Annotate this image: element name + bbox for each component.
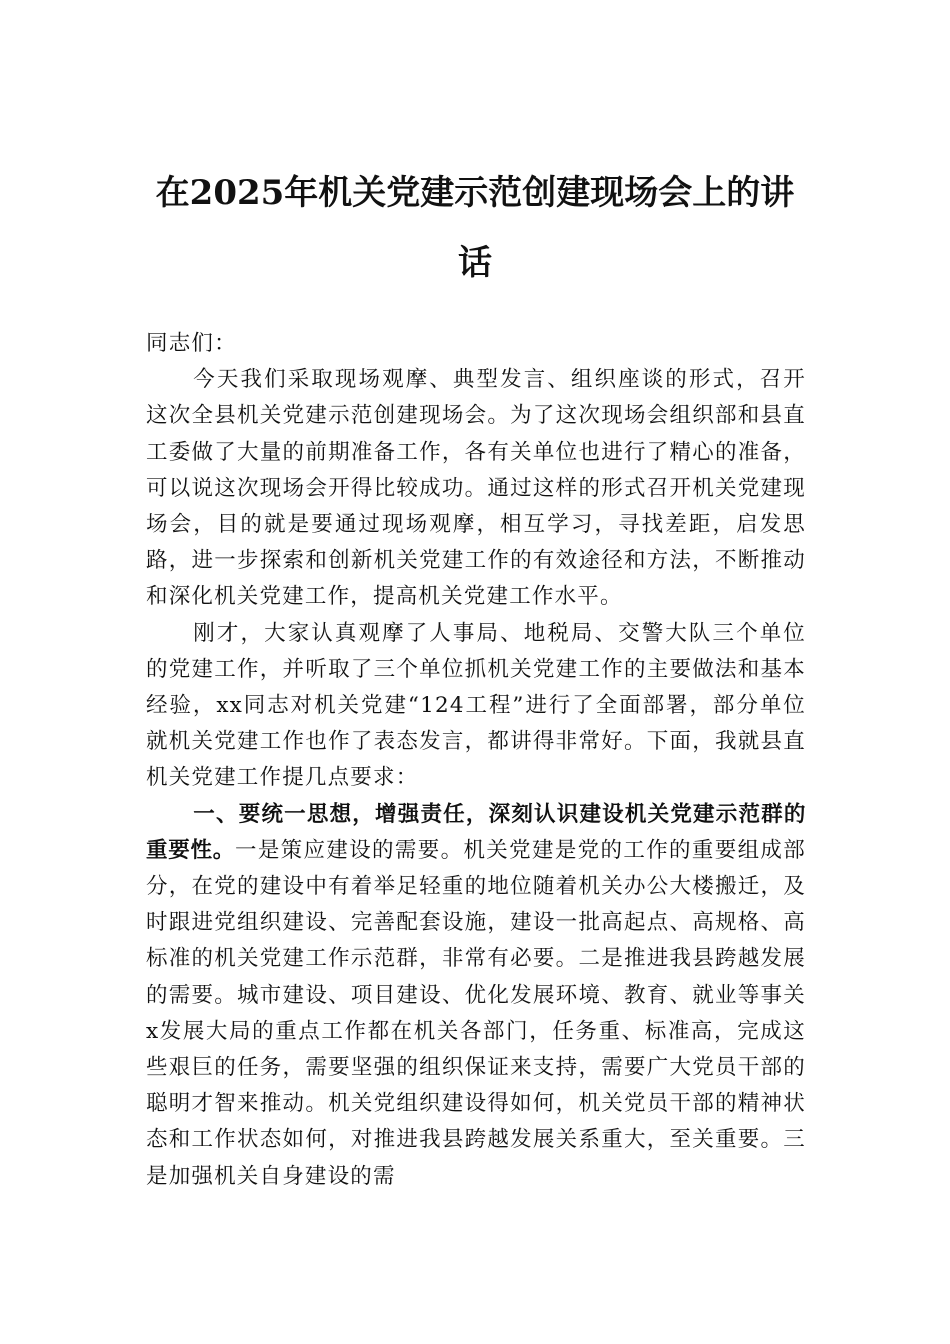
paragraph-intro: 今天我们采取现场观摩、典型发言、组织座谈的形式，召开这次全县机关党建示范创建现场会。为了这次现场会组织部和县直工委做了大量的前期准备工作，各有关单位也进行了精心的准备，可以说这次现场会开得比较成功。通过这样的形式召开机关党建现场会，目的就是要通过现场观摩，相互学习，寻找差距，启发思路，进一步探索和创新机关党建工作的有效途径和方法，不断推动和深化机关党建工作，提高机关党建工作水平。 [146,367,806,610]
salutation: 同志们： [146,331,237,356]
section-1-body: 一是策应建设的需要。机关党建是党的工作的重要组成部分，在党的建设中有着举足轻重的地位随着机关办公大楼搬迁，及时跟进党组织建设、完善配套设施，建设一批高起点、高规格、高标准的机关党建工作示范群，非常有必要。二是推进我县跨越发展的需要。城市建设、项目建设、优化发展环境、教育、就业等事关x发展大局的重点工作都在机关各部门，任务重、标准高，完成这些艰巨的任务，需要坚强的组织保证来支持，需要广大党员干部的聪明才智来推动。机关党组织建设得如何，机关党员干部的精神状态和工作状态如何，对推进我县跨越发展关系重大，至关重要。三是加强机关自身建设的需 [146,837,806,1189]
paragraph-review: 刚才，大家认真观摩了人事局、地税局、交警大队三个单位的党建工作，并听取了三个单位抓机关党建工作的主要做法和基本经验，xx同志对机关党建“124工程”进行了全面部署，部分单位就机关党建工作也作了表态发言，都讲得非常好。下面，我就县直机关党建工作提几点要求： [146,620,806,791]
document-body [146,326,806,1195]
paragraph-section-1 [146,797,806,1195]
document-title: 在2025年机关党建示范创建现场会上的讲话 [155,173,795,283]
section-1-heading: 一、要统一思想，增强责任，深刻认识建设机关党建示范群的重要性。 [146,801,806,863]
